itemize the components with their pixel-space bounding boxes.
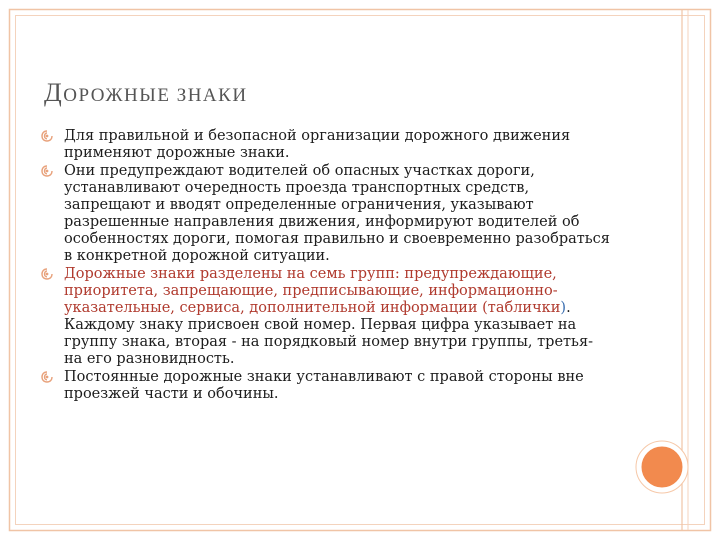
fleuron-bullet-icon (40, 129, 54, 143)
fleuron-bullet-icon (40, 164, 54, 178)
title-first-letter: Д (44, 78, 64, 107)
bullet-text: Для правильной и безопасной организации дорожного движения применяют дорожные знаки. (64, 128, 571, 161)
page-title (44, 80, 248, 106)
bullet-list (40, 128, 610, 403)
list-item (40, 369, 610, 403)
decorative-circle-icon (639, 444, 685, 490)
bullet-text-mixed (64, 266, 610, 368)
list-item (40, 163, 610, 265)
bullet-text-red: Дорожные знаки разделены на семь групп: предупреждающие, приоритета, запрещающие, предписывающие, информационно-указательные, сервиса, дополнительной информации (таблички (64, 266, 561, 316)
title-rest: ОРОЖНЫЕ ЗНАКИ (63, 85, 248, 106)
bullet-text: Постоянные дорожные знаки устанавливают с правой стороны вне проезжей части и обочины. (64, 369, 584, 402)
bullet-text: Они предупреждают водителей об опасных участках дороги, устанавливают очередность проезда транспортных средств, запрещают и вводят определенные ограничения, указывают разрешенные направления движения, информируют водителей об особенностях дороги, помогая правильно и своевременно разобраться в конкретной дорожной ситуации. (64, 163, 610, 264)
fleuron-bullet-icon (40, 370, 54, 384)
bullet-text-paren: ) (560, 300, 567, 316)
bullet-text-rest: . Каждому знаку присвоен свой номер. Первая цифра указывает на группу знака, вторая - на порядковый номер внутри группы, третья-на его разновидность. (64, 300, 593, 367)
list-item (40, 266, 610, 368)
list-item (40, 128, 610, 162)
fleuron-bullet-icon (40, 267, 54, 281)
